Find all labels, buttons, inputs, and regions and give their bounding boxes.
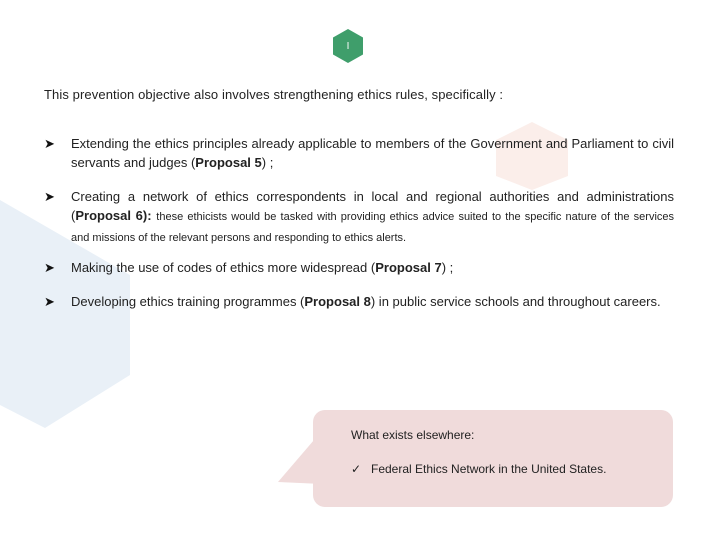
list-item [44,134,674,172]
checkmark-icon: ✓ [351,462,362,476]
bullet-text: Extending the ethics principles already applicable to members of the Government and Parliament to civil servants and judges ( [71,136,674,170]
arrow-bullet-icon: ➤ [44,189,55,204]
proposal-label: Proposal 7 [375,260,442,275]
bullet-text: Developing ethics training programmes ( [71,294,305,309]
list-item [44,258,674,277]
bullet-text-end: ) ; [441,260,454,275]
arrow-bullet-icon: ➤ [44,260,55,275]
intro-text: This prevention objective also involves strengthening ethics rules, specifically : [44,87,504,102]
arrow-bullet-icon: ➤ [44,294,55,309]
bullet-text-end: these ethicists would be tasked with providing ethics advice suited to the specific nature of the services and missions of the relevant persons and responding to ethics alerts. [71,211,675,244]
list-item [44,292,674,311]
proposal-label: Proposal 8 [304,294,371,309]
bullet-text: Making the use of codes of ethics more widespread ( [71,260,376,275]
proposal-label: Proposal 5 [195,155,262,170]
bullet-text: Creating a network of ethics correspondents in local and regional authorities and administrations ( [71,189,674,223]
list-item [44,187,674,248]
callout-list-item [351,462,606,476]
bullet-text-end: ) in public service schools and throughout careers. [370,294,661,309]
bullet-text-colon: ): [142,208,157,223]
bullet-text-end: ) ; [261,155,274,170]
callout-box [313,410,673,507]
callout-item-text: Federal Ethics Network in the United States. [371,462,607,476]
callout-title: What exists elsewhere: [351,428,475,442]
proposal-label: Proposal 6 [75,208,143,223]
arrow-bullet-icon: ➤ [44,136,55,151]
section-badge [332,28,364,64]
badge-label: I [346,40,350,52]
